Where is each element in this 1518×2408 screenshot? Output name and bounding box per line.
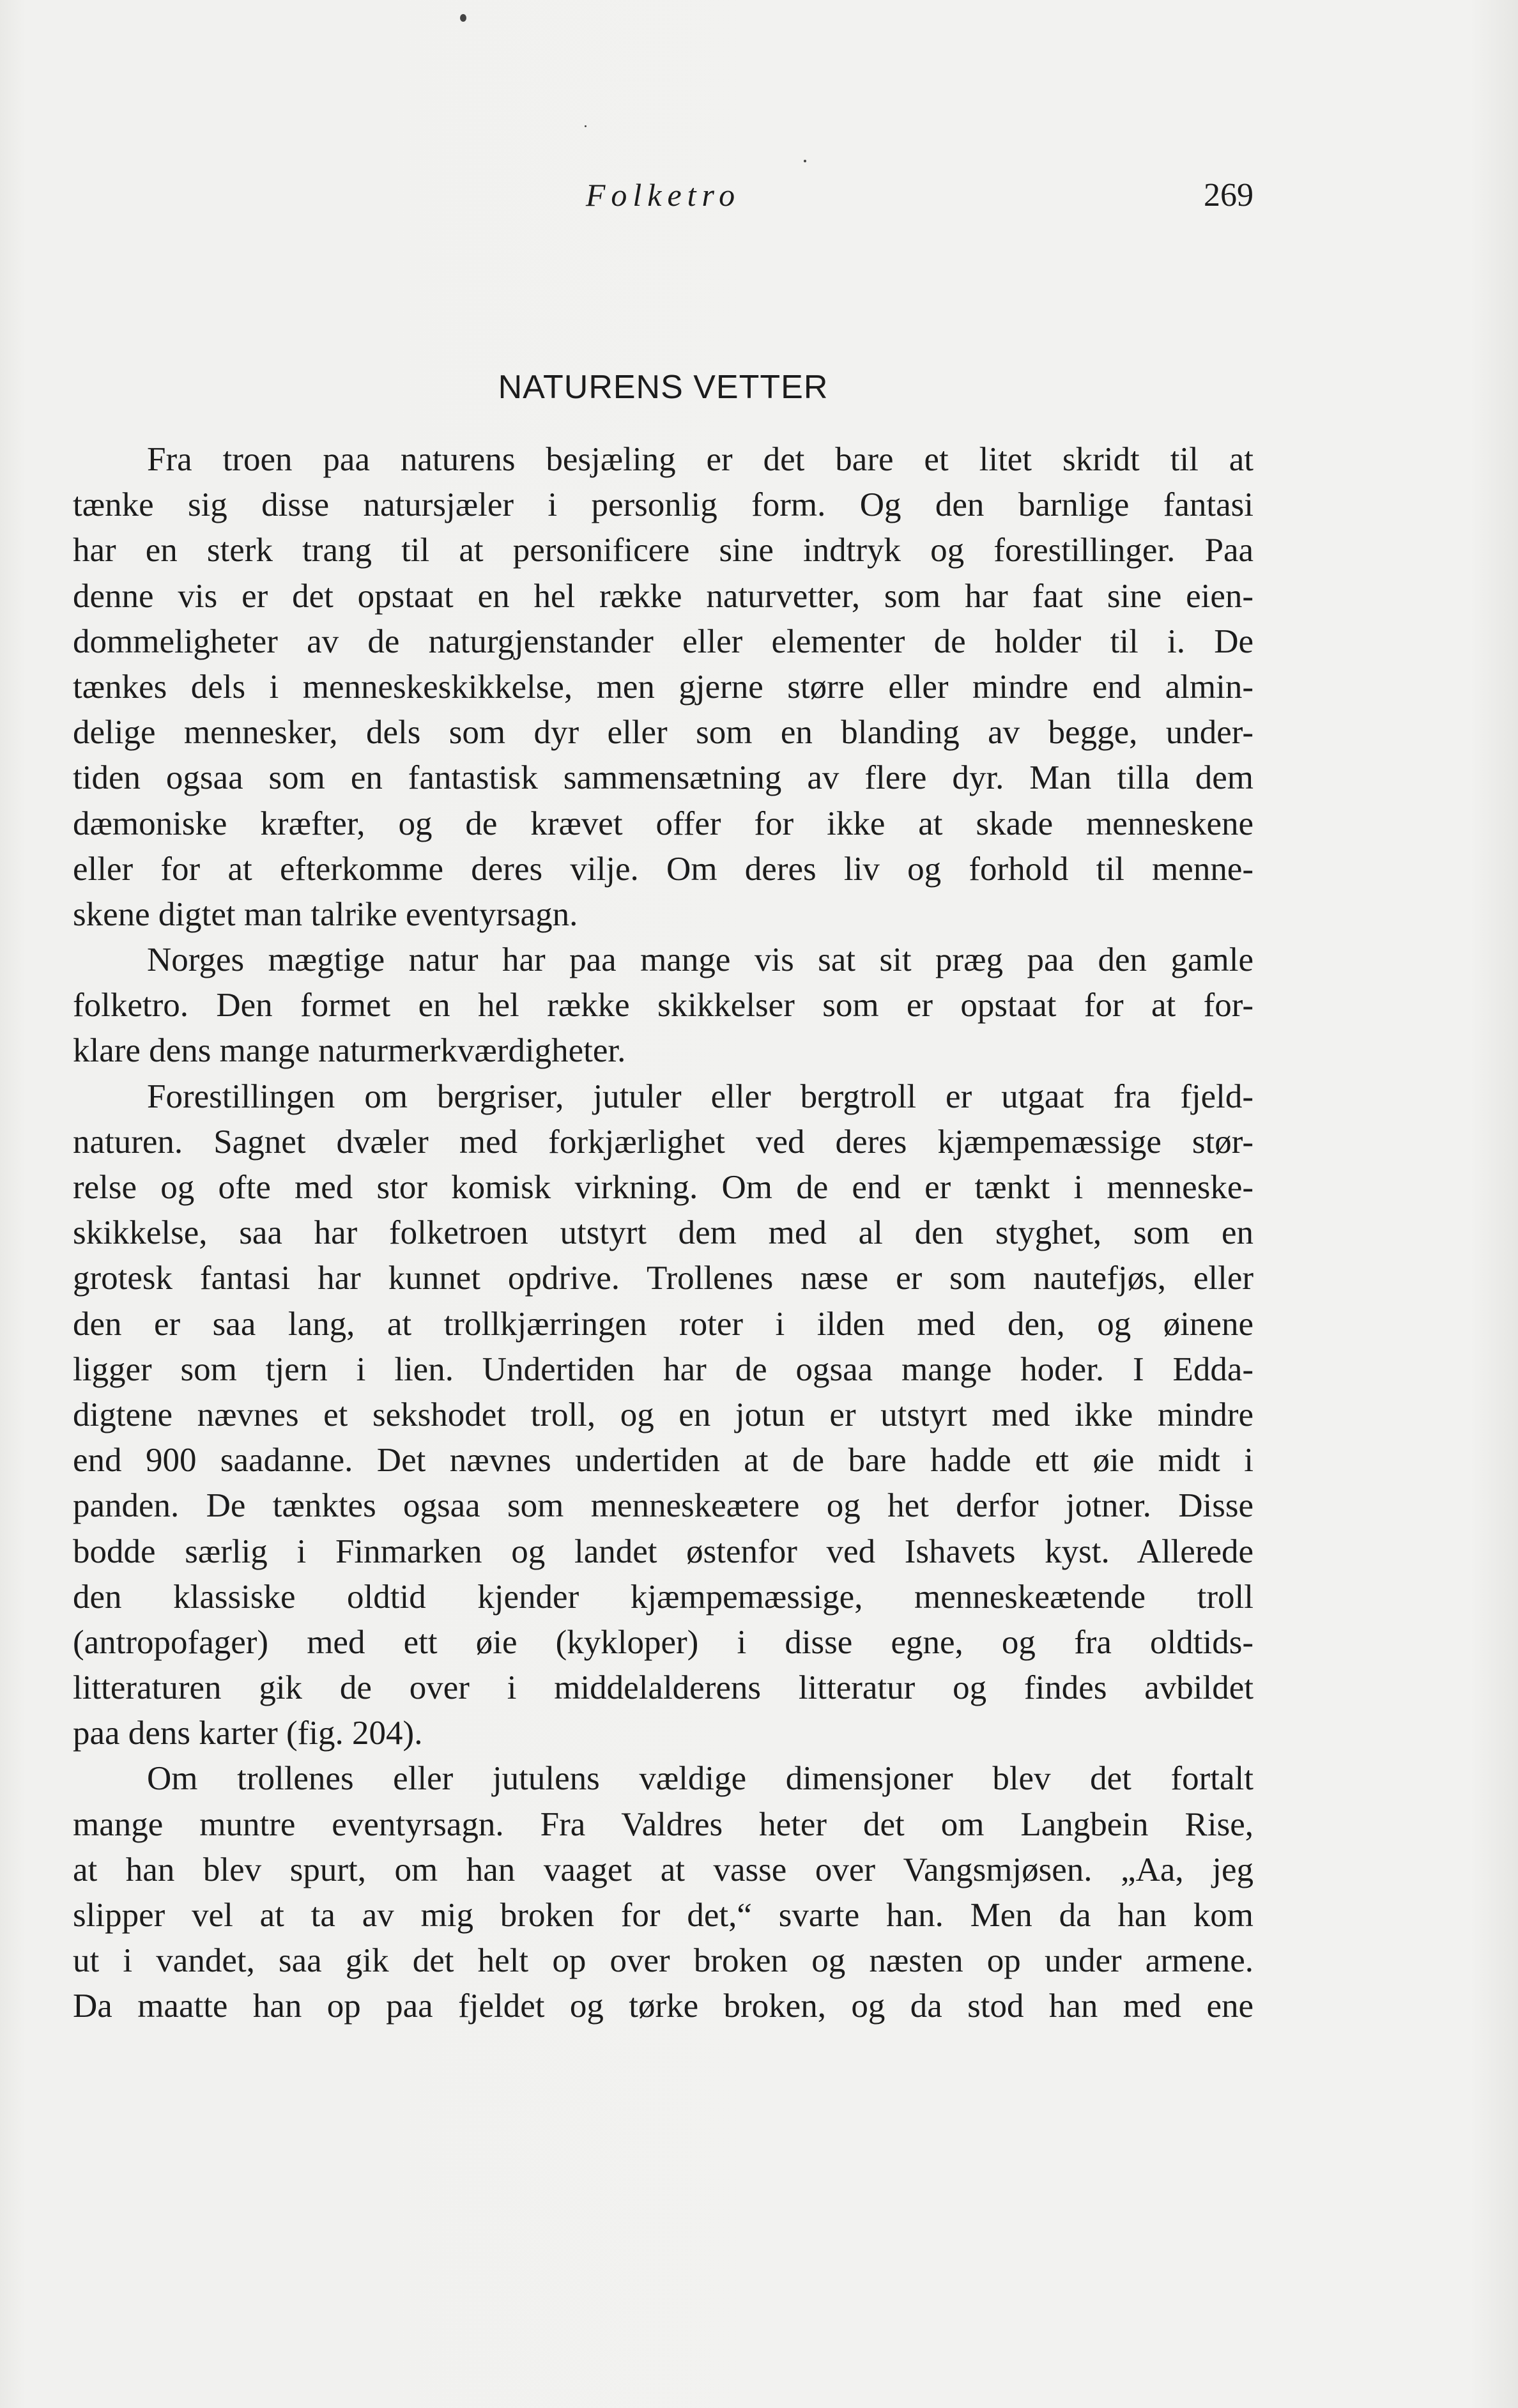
page-header: [73, 176, 1254, 228]
text-line: (antropofager) med ett øie (kykloper) i disse egne, og fra oldtids-: [73, 1623, 1254, 1661]
running-title: Folketro: [585, 177, 741, 213]
text-line: paa dens karter (fig. 204).: [73, 1715, 423, 1752]
page-number: 269: [1204, 177, 1254, 213]
chapter-title: NATURENS VETTER: [498, 369, 829, 406]
text-line: folketro. Den formet en hel række skikkelser som er opstaat for at for-: [73, 987, 1254, 1024]
text-line: tiden ogsaa som en fantastisk sammensætning av flere dyr. Man tilla dem: [73, 759, 1254, 797]
body-text: [73, 437, 1254, 2030]
text-line: har en sterk trang til at personificere sine indtryk og forestillinger. Paa: [73, 532, 1254, 569]
text-line: litteraturen gik de over i middelalderens litteratur og findes avbildet: [73, 1669, 1254, 1707]
print-speck: [585, 125, 586, 127]
text-line: dæmoniske kræfter, og de krævet offer for ikke at skade menneskene: [73, 805, 1254, 842]
text-line: grotesk fantasi har kunnet opdrive. Trollenes næse er som nautefjøs, eller: [73, 1260, 1254, 1297]
text-line: slipper vel at ta av mig broken for det,“ svarte han. Men da han kom: [73, 1897, 1254, 1934]
text-line: at han blev spurt, om han vaaget at vasse over Vangsmjøsen. „Aa, jeg: [73, 1851, 1254, 1888]
text-line: digtene nævnes et sekshodet troll, og en jotun er utstyrt med ikke mindre: [73, 1396, 1254, 1433]
text-line: relse og ofte med stor komisk virkning. Om de end er tænkt i menneske-: [73, 1169, 1254, 1206]
text-line: den klassiske oldtid kjender kjæmpemæssige, menneskeætende troll: [73, 1578, 1254, 1616]
text-line: den er saa lang, at trollkjærringen roter i ilden med den, og øinene: [73, 1305, 1254, 1343]
text-line: tænke sig disse natursjæler i personlig form. Og den barnlige fantasi: [73, 486, 1254, 524]
text-line: Om trollenes eller jutulens vældige dimensjoner blev det fortalt: [147, 1760, 1254, 1798]
text-line: Fra troen paa naturens besjæling er det bare et litet skridt til at: [147, 441, 1254, 478]
text-line: eller for at efterkomme deres vilje. Om deres liv og forhold til menne-: [73, 850, 1254, 888]
text-line: end 900 saadanne. Det nævnes undertiden at de bare hadde ett øie midt i: [73, 1442, 1254, 1479]
text-line: dommeligheter av de naturgjenstander eller elementer de holder til i. De: [73, 622, 1254, 660]
text-line: mange muntre eventyrsagn. Fra Valdres heter det om Langbein Rise,: [73, 1805, 1254, 1843]
text-line: delige mennesker, dels som dyr eller som en blanding av begge, under-: [73, 714, 1254, 752]
print-speck: [804, 160, 806, 162]
text-line: ligger som tjern i lien. Undertiden har de ogsaa mange hoder. I Edda-: [73, 1350, 1254, 1388]
text-line: Norges mægtige natur har paa mange vis sat sit præg paa den gamle: [147, 941, 1254, 979]
text-line: Da maatte han op paa fjeldet og tørke broken, og da stod han med ene: [73, 1987, 1254, 2025]
text-line: klare dens mange naturmerkværdigheter.: [73, 1032, 626, 1070]
text-line: tænkes dels i menneskeskikkelse, men gjerne større eller mindre end almin-: [73, 668, 1254, 706]
text-line: naturen. Sagnet dvæler med forkjærlighet ved deres kjæmpemæssige stør-: [73, 1123, 1254, 1161]
print-speck: [460, 14, 466, 22]
text-line: bodde særlig i Finmarken og landet østenfor ved Ishavets kyst. Allerede: [73, 1532, 1254, 1570]
text-line: panden. De tænktes ogsaa som menneskeætere og het derfor jotner. Disse: [73, 1487, 1254, 1525]
text-line: skikkelse, saa har folketroen utstyrt dem med al den styghet, som en: [73, 1214, 1254, 1252]
text-line: ut i vandet, saa gik det helt op over broken og næsten op under armene.: [73, 1942, 1254, 1980]
text-line: Forestillingen om bergriser, jutuler eller bergtroll er utgaat fra fjeld-: [147, 1077, 1254, 1115]
text-line: skene digtet man talrike eventyrsagn.: [73, 895, 578, 933]
text-line: denne vis er det opstaat en hel række naturvetter, som har faat sine eien-: [73, 577, 1254, 615]
